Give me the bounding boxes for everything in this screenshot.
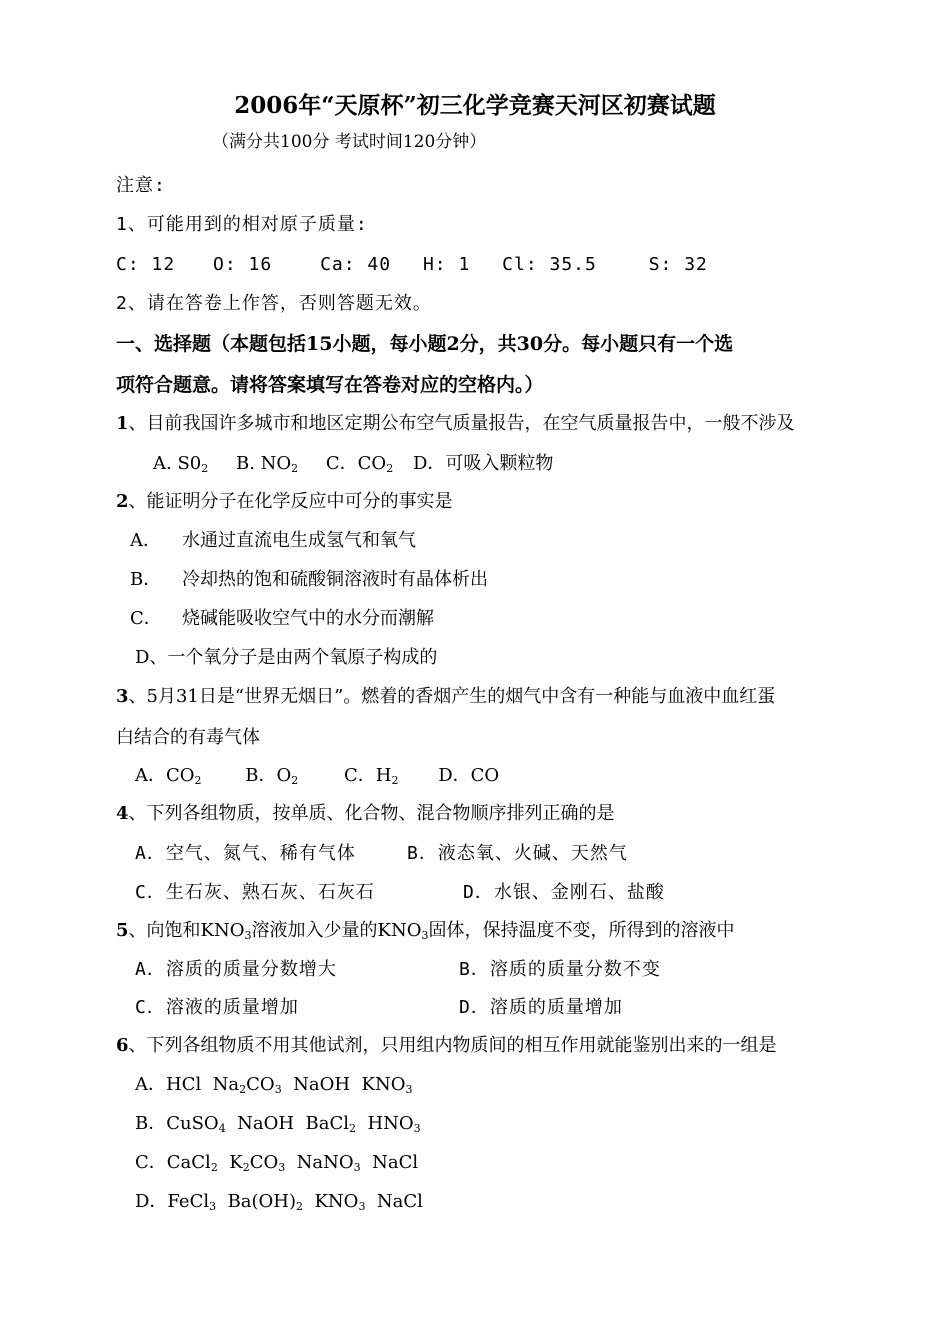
mass-cl: Cl: 35.5 <box>502 254 597 275</box>
option-c: C．$CO_2$ <box>325 453 394 475</box>
mass-h: H: 1 <box>422 254 471 275</box>
option-d: D．CO <box>438 765 500 786</box>
question-number: 4 <box>116 803 129 824</box>
option-c: C．$H_2$ <box>343 765 399 787</box>
question-number: 3 <box>116 686 129 707</box>
mass-ca: Ca: 40 <box>320 254 392 275</box>
question-4-option-d: D．水银、金刚石、盐酸 <box>463 882 665 903</box>
question-number: 5 <box>116 920 129 941</box>
question-3-options <box>135 764 499 788</box>
question-number: 1 <box>116 413 129 434</box>
question-5: 5、向饱和$KNO_3$溶液加入少量的$KNO_3$固体，保持温度不变，所得到的溶液中 <box>116 920 735 942</box>
option-d: D．可吸入颗粒物 <box>412 453 554 474</box>
question-5-option-a: A．溶质的质量分数增大 <box>135 959 337 980</box>
question-4-option-c: C．生石灰、熟石灰、石灰石 <box>135 882 375 903</box>
question-6-option-b: B．CuSO$_4$ NaOH BaCl$_2$ $HNO_3$ <box>135 1113 421 1135</box>
question-text: 、下列各组物质，按单质、化合物、混合物顺序排列正确的是 <box>128 803 615 824</box>
mass-s: S: 32 <box>648 254 708 275</box>
question-text: 、下列各组物质不用其他试剂，只用组内物质间的相互作用就能鉴别出来的一组是 <box>128 1035 777 1056</box>
notes-item-2: 2、请在答卷上作答，否则答题无效。 <box>116 293 432 314</box>
question-3-text-cont: 白结合的有毒气体 <box>116 727 260 748</box>
question-2-option-d: D、一个氧分子是由两个氧原子构成的 <box>135 647 438 668</box>
question-4 <box>116 802 615 826</box>
atomic-mass-list <box>116 253 708 277</box>
question-text: 、能证明分子在化学反应中可分的事实是 <box>128 491 453 512</box>
question-2 <box>116 490 453 514</box>
section-heading-line1: 一、选择题（本题包括15小题，每小题2分，共30分。每小题只有一个选 <box>116 333 734 355</box>
option-a: A．$CO_2$ <box>135 765 202 787</box>
question-text: 、5月31日是“世界无烟日”。燃着的香烟产生的烟气中含有一种能与血液中血红蛋 <box>128 686 776 707</box>
question-number: 2 <box>116 491 129 512</box>
notes-item-1: 1、可能用到的相对原子质量: <box>116 214 368 235</box>
question-6-option-a: A．HCl $Na_2CO_3$ NaOH $KNO_3$ <box>135 1074 413 1096</box>
question-6 <box>116 1034 777 1058</box>
page-title: 2006年“天原杯”初三化学竞赛天河区初赛试题 <box>234 92 716 119</box>
option-b: B．$O_2$ <box>245 765 299 787</box>
question-2-option-a: A． 水通过直流电生成氢气和氧气 <box>130 530 416 551</box>
question-4-option-a: A．空气、氮气、稀有气体 <box>135 843 356 864</box>
notes-header: 注意: <box>116 175 166 196</box>
question-4-option-b: B．液态氧、火碱、天然气 <box>407 843 628 864</box>
mass-c: C: 12 <box>116 254 176 275</box>
question-1-options <box>153 452 553 476</box>
question-number: 6 <box>116 1035 129 1056</box>
mass-o: O: 16 <box>213 254 273 275</box>
section-heading-line2: 项符合题意。请将答案填写在答卷对应的空格内。） <box>116 374 544 396</box>
question-2-option-b: B． 冷却热的饱和硫酸铜溶液时有晶体析出 <box>130 569 488 590</box>
option-b: B. $NO_2$ <box>235 453 299 475</box>
question-text: 、目前我国许多城市和地区定期公布空气质量报告，在空气质量报告中，一般不涉及 <box>128 413 795 434</box>
question-3 <box>116 685 775 709</box>
question-5-option-c: C．溶液的质量增加 <box>135 997 299 1018</box>
question-5-option-b: B．溶质的质量分数不变 <box>459 959 661 980</box>
question-2-option-c: C． 烧碱能吸收空气中的水分而潮解 <box>130 608 434 629</box>
question-6-option-c: C．CaCl$_2$ $K_2CO_3$ NaNO$_3$ NaCl <box>135 1152 419 1174</box>
question-1 <box>116 412 795 436</box>
option-a: A. $S0_2$ <box>153 453 209 475</box>
question-5-option-d: D．溶质的质量增加 <box>459 997 623 1018</box>
question-6-option-d: D．FeCl$_3$ $Ba(OH)_2$ $KNO_3$ NaCl <box>135 1191 423 1213</box>
page-subtitle: （满分共100分 考试时间120分钟） <box>212 132 487 152</box>
